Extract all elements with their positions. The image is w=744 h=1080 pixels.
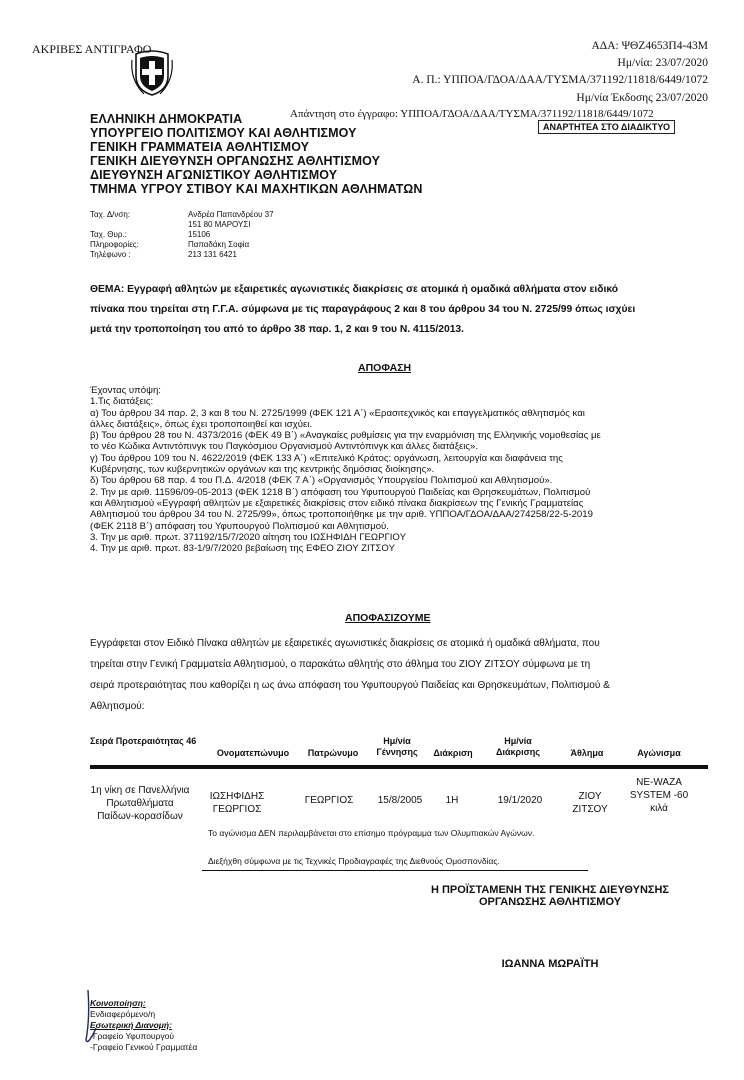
notify-title: Κοινοποίηση: — [90, 998, 146, 1008]
contact-label: Ταχ. Δ/νση: — [90, 210, 131, 219]
ministry-header — [90, 112, 422, 196]
decide-line: σειρά προτεραιότητας που καθορίζει η ως άνω απόφαση του Υφυπουργού Παιδείας και Θρησκευμάτων, Πολιτισμού & — [90, 680, 610, 691]
decide-line: τηρείται στην Γενική Γραμματεία Αθλητισμού, ο παρακάτω αθλητής στο άθλημα του ΖΙΟΥ ΖΙΤΣΟΥ σύμφωνα με τη — [90, 659, 591, 670]
internal-title: Εσωτερική Διανομή: — [90, 1020, 172, 1030]
consideration-line: Έχοντας υπόψη: — [90, 385, 161, 396]
cell-name: ΙΩΣΗΦΙΔΗΣ ΓΕΩΡΓΙΟΣ — [209, 791, 265, 815]
signature-title-line: Η ΠΡΟΪΣΤΑΜΕΝΗ ΤΗΣ ΓΕΝΙΚΗΣ ΔΙΕΥΘΥΝΣΗΣ — [430, 884, 670, 896]
contact-label: Ταχ. Θυρ.: — [90, 230, 127, 239]
consideration-line: και Αθλητισμού «Εγγραφή αθλητών με εξαιρετικές διακρίσεις στον ειδικό πίνακα διακρίσεων της Γενικής Γραμματείας — [90, 497, 584, 509]
cell-event: NE-WAZA SYSTEM -60 κιλά — [629, 777, 689, 814]
coat-of-arms-icon — [130, 50, 174, 96]
consideration-line: Κυβέρνησης, των κυβερνητικών οργάνων και της κεντρικής δημόσιας διοίκησης». — [90, 464, 435, 476]
header-line: ΔΙΕΥΘΥΝΣΗ ΑΓΩΝΙΣΤΙΚΟΥ ΑΘΛΗΤΙΣΜΟΥ — [90, 168, 338, 182]
header-line: ΓΕΝΙΚΗ ΓΡΑΜΜΑΤΕΙΑ ΑΘΛΗΤΙΣΜΟΥ — [90, 140, 310, 154]
consideration-line: άλλες διατάξεις», όπως έχει τροποποιηθεί και ισχύει. — [90, 418, 313, 430]
consideration-line: δ) Του άρθρου 68 παρ. 4 του Π.Δ. 4/2018 (ΦΕΚ 7 Α΄) «Οργανισμός Υπουργείου Πολιτισμού και Αθλητισμού». — [90, 475, 553, 487]
posted-online-box: ΑΝΑΡΤΗΤΕΑ ΣΤΟ ΔΙΑΔΙΚΤΥΟ — [538, 120, 675, 134]
contact-label: Τηλέφωνο : — [90, 250, 131, 259]
cell-priority: 1η νίκη σε Πανελλήνια Πρωταθλήματα Παίδων-κορασίδων — [90, 785, 190, 822]
cell-birth-date: 15/8/2005 — [377, 795, 423, 806]
consideration-line: (ΦΕΚ 2118 Β΄) απόφαση του Υφυπουργού Πολιτισμού και Αθλητισμού. — [90, 520, 389, 532]
contact-value: Παπαδάκη Σοφία — [188, 240, 250, 249]
decision-title: ΑΠΟΦΑΣΗ — [358, 362, 412, 374]
subject-line: μετά την τροποποίηση του από το άρθρο 38 παρ. 1, 2 και 9 του Ν. 4115/2013. — [90, 324, 465, 335]
distribution-block — [90, 998, 350, 1053]
reply-reference: Απάντηση στο έγγραφο: ΥΠΠΟΑ/ΓΔΟΑ/ΔΑΑ/ΤΥΣΜΑ/371192/11818/6449/1072 — [290, 108, 654, 120]
signature-title — [400, 884, 700, 908]
contact-label: Πληροφορίες: — [90, 240, 139, 249]
header-birth-date: Ημ/νία Γέννησης — [376, 736, 418, 757]
contact-value: 15106 — [188, 230, 211, 239]
header-name: Ονοματεπώνυμο — [216, 748, 290, 758]
header-father: Πατρώνυμο — [307, 748, 359, 758]
issue-date: Ημ/νία Έκδοσης 23/07/2020 — [576, 92, 708, 104]
header-sport: Άθλημα — [570, 748, 604, 758]
subject-line: ΘΕΜΑ: Εγγραφή αθλητών με εξαιρετικές αγωνιστικές διακρίσεις σε ατομικά ή ομαδικά αθλήματα στον ειδικό — [90, 284, 619, 295]
contact-value: 213 131 6421 — [188, 250, 237, 259]
consideration-line: 3. Την με αριθ. πρωτ. 371192/15/7/2020 αίτηση του ΙΩΣΗΦΙΔΗ ΓΕΩΡΓΙΟΥ — [90, 531, 406, 543]
olympic-note: Το αγώνισμα ΔΕΝ περιλαμβάνεται στο επίσημο πρόγραμμα των Ολυμπιακών Αγώνων. — [208, 828, 535, 838]
consideration-line: β) Του άρθρου 28 του Ν. 4373/2016 (ΦΕΚ 49 Β΄) «Αναγκαίες ρυθμίσεις για την εναρμόνιση της Ελληνικής νομοθεσίας με — [90, 430, 601, 442]
table-header-row — [90, 728, 710, 766]
consideration-line: Αθλητισμού του άρθρου 34 του Ν. 2725/99», όπως τροποποιήθηκε με την αριθ. ΥΠΠΟΑ/ΓΔΟΑ/ΔΑΑ/274258/22-5-2019 — [90, 509, 593, 521]
considerations-block — [90, 385, 730, 554]
table-header-rule — [90, 765, 708, 769]
consideration-line: το νέο Κώδικα Αντιντόπινγκ του Παγκόσμιου Οργανισμού Αντιντόπινγκ και άλλες διατάξεις». — [90, 441, 479, 453]
header-distinction: Διάκριση — [433, 748, 473, 758]
table-row — [90, 770, 710, 870]
decide-text-block — [90, 633, 730, 717]
signature-title-line: ΟΡΓΑΝΩΣΗΣ ΑΘΛΗΤΙΣΜΟΥ — [478, 896, 622, 908]
header-line: ΕΛΛΗΝΙΚΗ ΔΗΜΟΚΡΑΤΙΑ — [90, 112, 243, 126]
cell-distinction: 1Η — [445, 795, 459, 806]
decide-line: Αθλητισμού: — [90, 701, 145, 712]
table-bottom-rule — [202, 870, 588, 871]
header-line: ΤΜΗΜΑ ΥΓΡΟΥ ΣΤΙΒΟΥ ΚΑΙ ΜΑΧΗΤΙΚΩΝ ΑΘΛΗΜΑΤΩΝ — [90, 182, 423, 196]
header-distinction-date: Ημ/νία Διάκρισης — [496, 736, 540, 757]
protocol-number: Α. Π.: ΥΠΠΟΑ/ΓΔΟΑ/ΔΑΑ/ΤΥΣΜΑ/371192/11818/6449/1072 — [412, 74, 708, 86]
header-line: ΥΠΟΥΡΓΕΙΟ ΠΟΛΙΤΙΣΜΟΥ ΚΑΙ ΑΘΛΗΤΙΣΜΟΥ — [90, 126, 357, 140]
cell-distinction-date: 19/1/2020 — [497, 795, 543, 806]
consideration-line: 1.Τις διατάξεις: — [90, 396, 154, 408]
consideration-line: 2. Την με αριθ. 11596/09-05-2013 (ΦΕΚ 1218 Β΄) απόφαση του Υφυπουργού Παιδείας και Θρησκευμάτων, Πολιτισμού — [90, 486, 591, 498]
contact-block — [90, 210, 350, 262]
header-line: ΓΕΝΙΚΗ ΔΙΕΥΘΥΝΣΗ ΟΡΓΑΝΩΣΗΣ ΑΘΛΗΤΙΣΜΟΥ — [90, 154, 381, 168]
subject-block — [90, 280, 720, 340]
consideration-line: α) Του άρθρου 34 παρ. 2, 3 και 8 του Ν. 2725/1999 (ΦΕΚ 121 Α΄) «Ερασιτεχνικός και επαγγελματικός αθλητισμός και — [90, 407, 585, 419]
internal-recipient: -Γραφείο Υφυπουργού — [90, 1031, 175, 1041]
ada-number: ΑΔΑ: ΨΘΖ4653Π4-43Μ — [591, 40, 708, 52]
notify-recipient: Ενδιαφερόμενο/η — [90, 1009, 156, 1019]
signatory-name: ΙΩΑΝΝΑ ΜΩΡΑΪΤΗ — [501, 958, 599, 970]
decide-title: ΑΠΟΦΑΣΙΖΟΥΜΕ — [345, 612, 431, 624]
consideration-line: 4. Την με αριθ. πρωτ. 83-1/9/7/2020 βεβαίωση της ΕΦΕΟ ΖΙΟΥ ΖΙΤΣΟΥ — [90, 543, 395, 555]
consideration-line: γ) Του άρθρου 109 του Ν. 4622/2019 (ΦΕΚ 133 Α΄) «Επιτελικό Κράτος: οργάνωση, λειτουργία και διαφάνεια της — [90, 452, 563, 464]
document-date: Ημ/νία: 23/07/2020 — [617, 57, 708, 69]
federation-note: Διεξήχθη σύμφωνα με τις Τεχνικές Προδιαγραφές της Διεθνούς Ομοσπονδίας. — [208, 856, 500, 866]
header-priority: Σειρά Προτεραιότητας 46 — [90, 736, 197, 746]
internal-recipient: -Γραφείο Γενικού Γραμματέα — [90, 1042, 198, 1052]
header-event: Αγώνισμα — [637, 748, 681, 758]
subject-line: πίνακα που τηρείται στη Γ.Γ.Α. σύμφωνα με τις παραγράφους 2 και 8 του άρθρου 34 του Ν. 2725/99 όπως ισχύει — [90, 304, 636, 315]
contact-value: 151 80 ΜΑΡΟΥΣΙ — [188, 220, 251, 229]
certified-copy-stamp: ΑΚΡΙΒΕΣ ΑΝΤΙΓΡΑΦΟ — [32, 42, 152, 56]
cell-father: ΓΕΩΡΓΙΟΣ — [304, 795, 354, 806]
contact-value: Ανδρέα Παπανδρέου 37 — [188, 210, 274, 219]
decide-line: Εγγράφεται στον Ειδικό Πίνακα αθλητών με εξαιρετικές αγωνιστικές διακρίσεις σε ατομικά ή ομαδικά αθλήματα, που — [90, 638, 600, 649]
cell-sport: ΖΙΟΥ ΖΙΤΣΟΥ — [572, 791, 608, 815]
